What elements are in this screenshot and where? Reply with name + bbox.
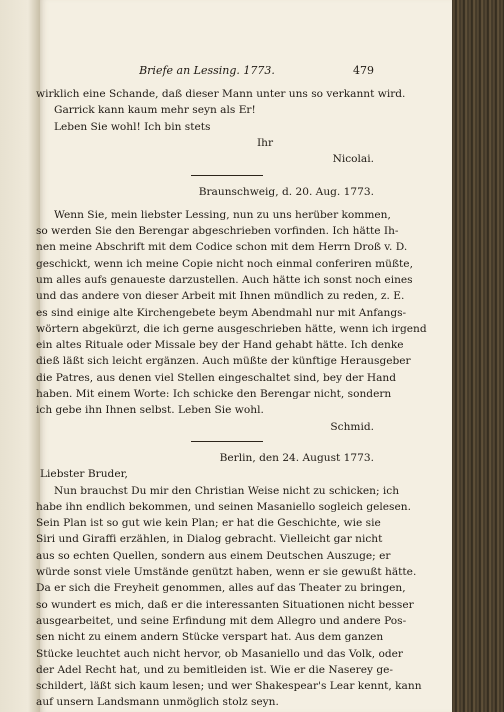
left-page-edge	[0, 0, 40, 712]
text-line: Da er sich die Freyheit genommen, alles auf das Theater zu bringen,	[36, 582, 406, 595]
text-line: Wenn Sie, mein liebster Lessing, nun zu uns herüber kommen,	[54, 208, 391, 221]
text-line: auf unsern Landsmann unmöglich stolz seyn.	[36, 696, 279, 709]
text-line: wörtern abgekürzt, die ich gerne ausgeschrieben hätte, wenn ich irgend	[36, 322, 427, 335]
letter-salutation: Liebster Bruder,	[40, 468, 128, 481]
text-line: ein altes Rituale oder Missale bey der Hand gehabt hätte. Ich denke	[36, 339, 404, 352]
text-line: schildert, läßt sich kaum lesen; und wer Shakespear's Lear kennt, kann	[36, 680, 422, 693]
book-binding	[452, 0, 504, 712]
text-line: ausgearbeitet, und seine Erfindung mit dem Allegro und andere Pos-	[36, 614, 407, 627]
page-text	[36, 86, 427, 711]
text-line: die Patres, aus denen viel Stellen eingeschaltet sind, bey der Hand	[36, 371, 397, 384]
page-number: 479	[353, 64, 374, 77]
text-line: habe ihn endlich bekommen, und seinen Masaniello sogleich gelesen.	[36, 500, 411, 513]
text-line: aus so echten Quellen, sondern aus einem Deutschen Auszuge; er	[36, 549, 391, 562]
letter-divider	[191, 441, 263, 442]
text-line: und das andere von dieser Arbeit mit Ihnen mündlich zu reden, z. E.	[36, 290, 405, 303]
text-line: so werden Sie den Berengar abgeschrieben vorfinden. Ich hätte Ih-	[36, 225, 399, 238]
text-line: so wundert es mich, daß er die interessanten Situationen nicht besser	[36, 598, 414, 611]
text-line: dieß läßt sich leicht ergänzen. Auch müßte der künftige Herausgeber	[36, 355, 411, 368]
text-line: sen nicht zu einem andern Stücke verspart hat. Aus dem ganzen	[36, 631, 384, 644]
text-line: Stücke leuchtet auch nicht hervor, ob Masaniello und das Volk, oder	[36, 647, 403, 660]
text-line: Leben Sie wohl! Ich bin stets	[54, 120, 211, 133]
text-line: ich gebe ihn Ihnen selbst. Leben Sie wohl.	[36, 404, 264, 417]
text-line: um alles aufs genaueste darzustellen. Auch hätte ich sonst noch eines	[36, 273, 413, 286]
running-header	[40, 64, 374, 80]
text-line: es sind einige alte Kirchengebete beym Abendmahl nur mit Anfangs-	[36, 306, 407, 319]
letter-signature: Nicolai.	[332, 153, 374, 166]
text-line: würde sonst viele Umstände genützt haben, wenn er sie gewußt hätte.	[36, 566, 417, 579]
text-line: geschickt, wenn ich meine Copie nicht noch einmal conferiren müßte,	[36, 257, 413, 270]
text-line: Siri und Giraffi erzählen, in Dialog gebracht. Vielleicht gar nicht	[36, 533, 383, 546]
running-title: Briefe an Lessing. 1773.	[139, 64, 275, 77]
letter-divider	[191, 175, 263, 176]
text-line: haben. Mit einem Worte: Ich schicke den Berengar nicht, sondern	[36, 388, 392, 401]
letter-signature: Schmid.	[330, 420, 374, 433]
letter-dateline: Berlin, den 24. August 1773.	[219, 451, 374, 464]
text-line: Sein Plan ist so gut wie kein Plan; er hat die Geschichte, wie sie	[36, 517, 381, 530]
letter-1-end	[36, 86, 406, 167]
text-line: Garrick kann kaum mehr seyn als Er!	[54, 104, 256, 117]
text-line: wirklich eine Schande, daß dieser Mann unter uns so verkannt wird.	[36, 88, 406, 100]
letter-closing: Ihr	[256, 136, 274, 149]
text-line: Nun brauchst Du mir den Christian Weise nicht zu schicken; ich	[54, 484, 400, 497]
letter-dateline: Braunschweig, d. 20. Aug. 1773.	[198, 186, 374, 199]
letter-2	[36, 184, 427, 434]
text-line: nen meine Abschrift mit dem Codice schon mit dem Herrn Droß v. D.	[36, 241, 408, 254]
letter-3	[36, 450, 422, 711]
text-line: der Adel Recht hat, und zu bemitleiden ist. Wie er die Naserey ge-	[36, 663, 393, 676]
